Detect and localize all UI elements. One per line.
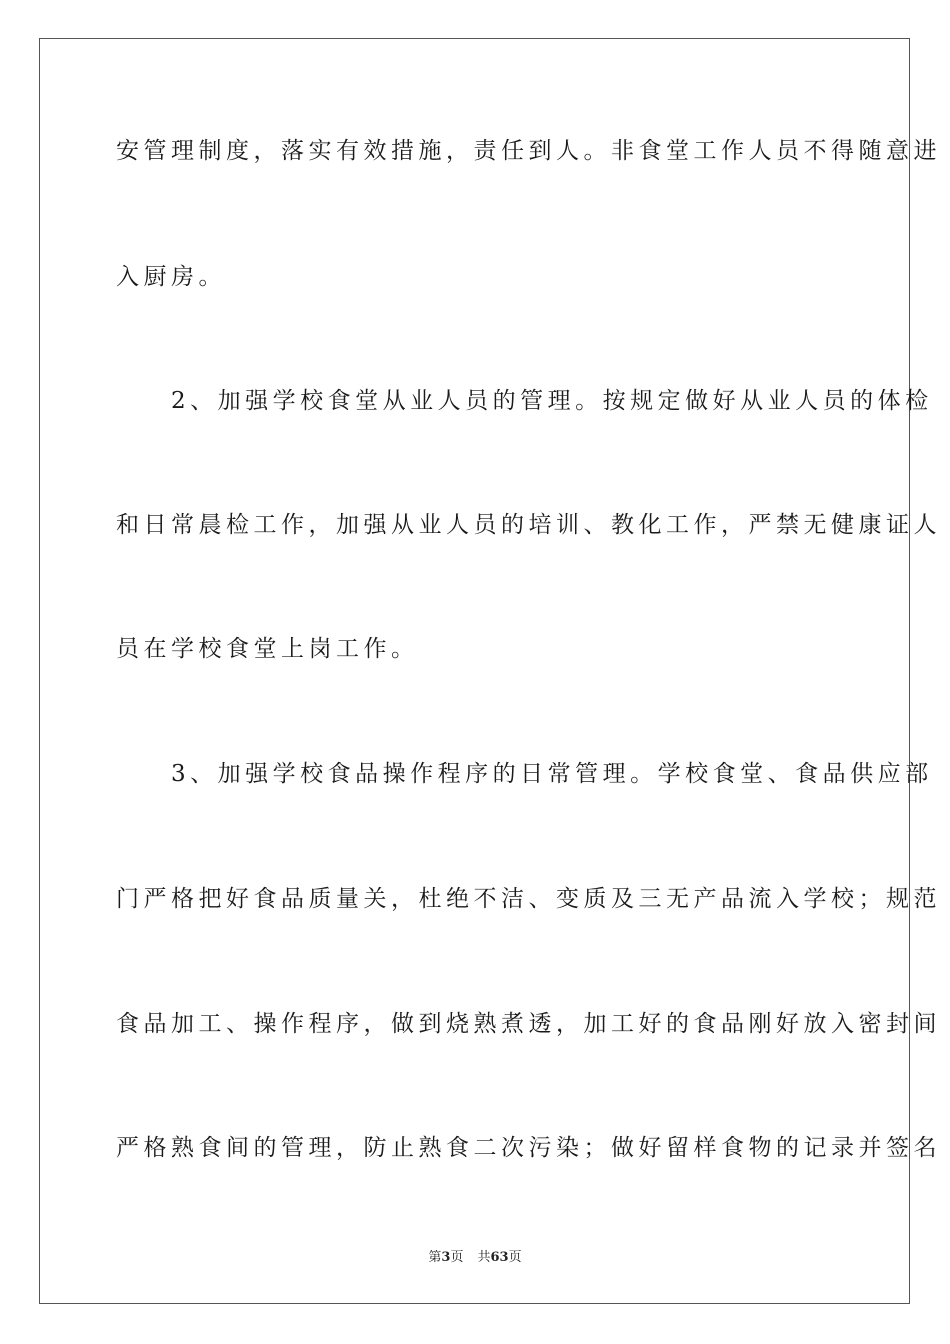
text-line-7: 门严格把好食品质量关，杜绝不洁、变质及三无产品流入学校；规范 — [116, 886, 941, 912]
text-line-9: 严格熟食间的管理，防止熟食二次污染；做好留样食物的记录并签名 — [116, 1135, 941, 1161]
page-footer — [0, 1249, 950, 1267]
text-line-1: 安管理制度，落实有效措施，责任到人。非食堂工作人员不得随意进 — [116, 138, 941, 164]
page-suffix: 页 — [450, 1250, 464, 1265]
page-number: 3 — [441, 1250, 451, 1265]
text-line-3: 2、加强学校食堂从业人员的管理。按规定做好从业人员的体检 — [116, 388, 933, 414]
page-prefix: 第 — [428, 1250, 442, 1265]
total-pages: 63 — [490, 1250, 509, 1265]
text-line-4: 和日常晨检工作，加强从业人员的培训、教化工作，严禁无健康证人 — [116, 512, 941, 538]
total-prefix: 共 — [477, 1250, 491, 1265]
text-line-5: 员在学校食堂上岗工作。 — [116, 636, 419, 662]
text-line-8: 食品加工、操作程序，做到烧熟煮透，加工好的食品刚好放入密封间 — [116, 1011, 941, 1037]
text-line-6: 3、加强学校食品操作程序的日常管理。学校食堂、食品供应部 — [116, 761, 933, 787]
page-border — [39, 38, 941, 1304]
total-suffix: 页 — [508, 1250, 522, 1265]
text-line-2: 入厨房。 — [116, 264, 226, 290]
